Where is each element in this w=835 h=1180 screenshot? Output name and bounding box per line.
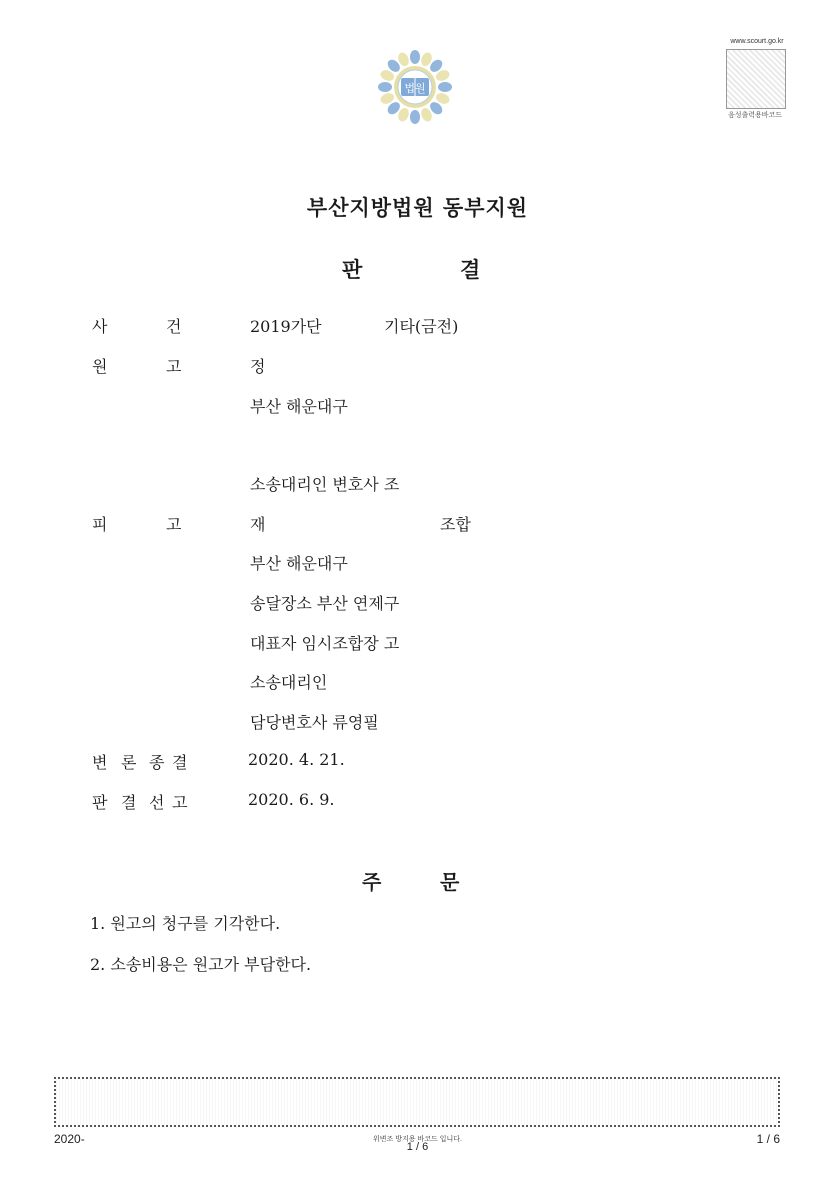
emblem-petal (378, 82, 392, 92)
qr-url-text: www.scourt.go.kr (730, 38, 784, 45)
plaintiff-counsel: 소송대리인 변호사 조 (250, 475, 400, 494)
label-pronounce-1: 판 (92, 793, 108, 812)
label-defendant-1: 피 (92, 515, 108, 534)
footer-page-center: 1 / 6 (406, 1141, 429, 1153)
emblem-petal (410, 110, 420, 124)
footer-page-number: 1 / 6 (756, 1132, 780, 1146)
order-item-1: 1. 원고의 청구를 기각한다. (90, 914, 281, 933)
label-closing-3: 종 (149, 753, 165, 772)
court-name: 부산지방법원 동부지원 (306, 196, 529, 220)
label-closing-4: 결 (172, 753, 188, 772)
defendant-counsel: 소송대리인 (250, 673, 328, 692)
label-pronounce-4: 고 (172, 793, 188, 812)
case-number: 2019가단 (250, 317, 322, 336)
defendant-name-suffix: 조합 (440, 515, 471, 534)
emblem-petal (438, 82, 452, 92)
anti-forgery-barcode (54, 1077, 780, 1127)
defendant-name: 재 (250, 515, 266, 534)
doc-title-char-1: 판 (342, 258, 363, 282)
emblem-petal (410, 50, 420, 64)
label-closing-1: 변 (92, 753, 108, 772)
emblem-text: 법원 (404, 82, 426, 95)
voice-barcode (726, 49, 786, 109)
closing-date: 2020. 4. 21. (248, 750, 345, 769)
defendant-address: 부산 해운대구 (250, 554, 348, 573)
court-emblem (376, 48, 454, 126)
label-pronounce-3: 선 (149, 793, 165, 812)
order-item-2: 2. 소송비용은 원고가 부담한다. (90, 955, 312, 974)
label-plaintiff-2: 고 (166, 357, 182, 376)
defendant-representative: 대표자 임시조합장 고 (250, 634, 400, 653)
label-plaintiff-1: 원 (92, 357, 108, 376)
pronounce-date: 2020. 6. 9. (248, 790, 335, 809)
footer-case-number: 2020- (54, 1132, 85, 1146)
label-case-2: 건 (166, 317, 182, 336)
case-name: 기타(금전) (384, 317, 459, 336)
label-closing-2: 론 (121, 753, 137, 772)
plaintiff-name: 정 (250, 357, 266, 376)
plaintiff-address: 부산 해운대구 (250, 397, 348, 416)
label-case-1: 사 (92, 317, 108, 336)
footer-barcode-note: 위변조 방지용 바코드 입니다. (373, 1136, 462, 1143)
court-emblem-icon (376, 48, 454, 126)
label-defendant-2: 고 (166, 515, 182, 534)
label-pronounce-2: 결 (121, 793, 137, 812)
order-title-char-2: 문 (440, 870, 460, 894)
qr-caption: 음성출력용바코드 (727, 112, 783, 119)
order-title-char-1: 주 (362, 870, 382, 894)
defendant-service-address: 송달장소 부산 연제구 (250, 594, 400, 613)
doc-title-char-2: 결 (460, 258, 481, 282)
defendant-attorney: 담당변호사 류영필 (250, 713, 379, 732)
